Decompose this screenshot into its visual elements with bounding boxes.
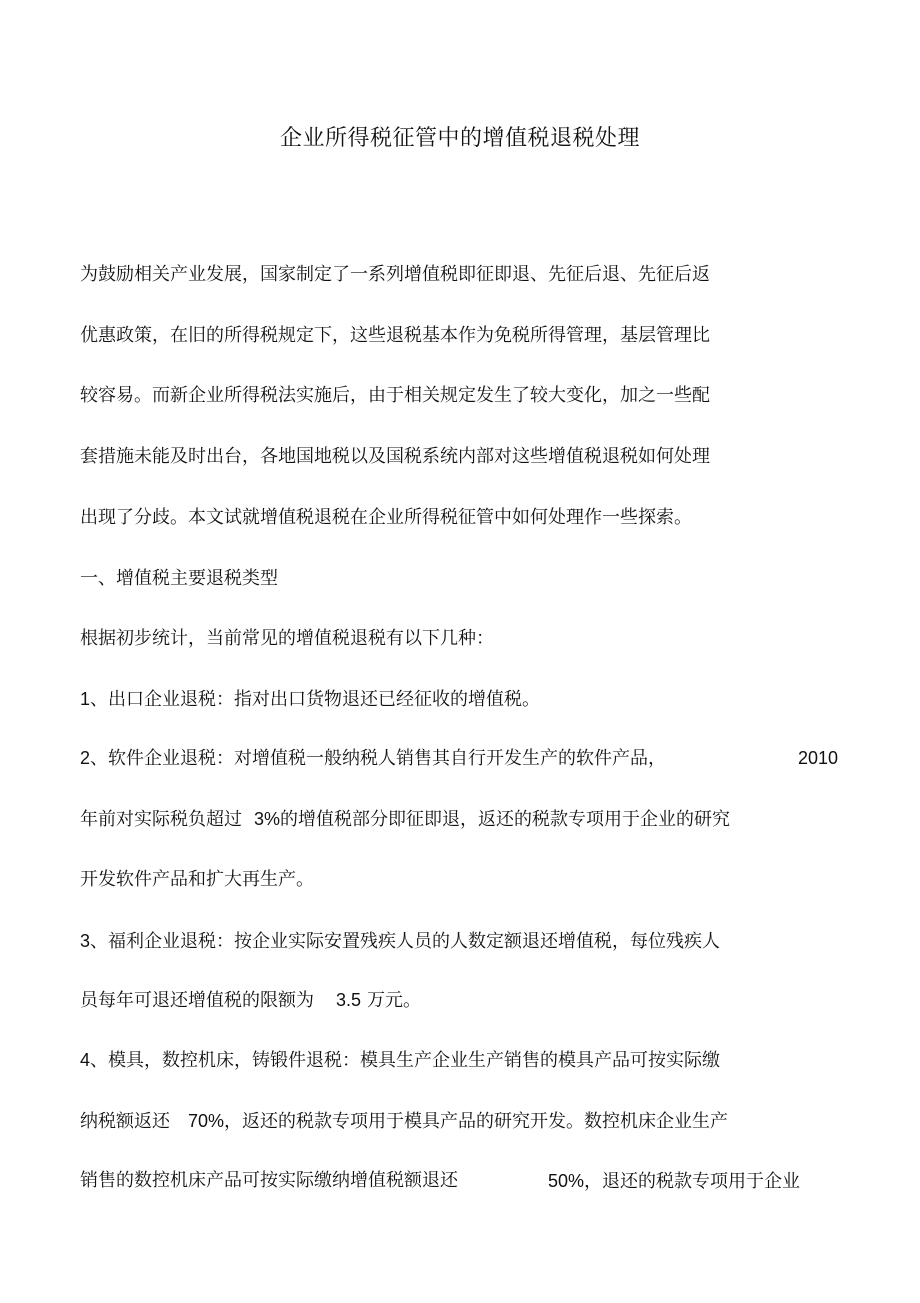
section-lead: 根据初步统计，当前常见的增值税退税有以下几种： [80, 628, 494, 649]
item-text: 年前对实际税负超过 [80, 809, 242, 830]
list-item-2-line-2 [80, 806, 730, 833]
item-text: 、软件企业退税：对增值税一般纳税人销售其自行开发生产的软件产品， [90, 748, 667, 769]
list-item-2-line-3: 开发软件产品和扩大再生产。 [80, 869, 314, 890]
section-heading: 一、增值税主要退税类型 [80, 568, 278, 589]
percent-value: 3% [254, 809, 281, 829]
intro-line-2: 优惠政策，在旧的所得税规定下，这些退税基本作为免税所得管理，基层管理比 [80, 325, 710, 346]
item-number: 1 [80, 689, 91, 709]
amount-value: 3.5 [336, 990, 362, 1010]
item-text: 、出口企业退税：指对出口货物退还已经征收的增值税。 [90, 689, 541, 710]
percent-value: 50% [548, 1171, 585, 1191]
list-item-2-line-1 [80, 745, 666, 772]
item-text: 、福利企业退税：按企业实际安置残疾人员的人数定额退还增值税，每位残疾人 [90, 931, 721, 952]
list-item-4-line-1 [80, 1047, 720, 1074]
list-item-4-line-3: 销售的数控机床产品可按实际缴纳增值税额退还 [80, 1170, 458, 1191]
list-item-3-line-1 [80, 928, 720, 955]
intro-line-5: 出现了分歧。本文试就增值税退税在企业所得税征管中如何处理作一些探索。 [80, 507, 692, 528]
item-text: 员每年可退还增值税的限额为 [80, 990, 314, 1011]
item-text: 万元。 [367, 990, 422, 1011]
intro-line-1: 为鼓励相关产业发展，国家制定了一系列增值税即征即退、先征后退、先征后返 [80, 264, 710, 285]
percent-value: 70% [188, 1111, 225, 1131]
list-item-4-line-3-tail [548, 1168, 800, 1195]
year-value: 2010 [798, 748, 839, 768]
item-text: 、模具，数控机床，铸锻件退税：模具生产企业生产销售的模具产品可按实际缴 [90, 1050, 721, 1071]
item-text: ，退还的税款专项用于企业 [584, 1171, 801, 1192]
list-item-1 [80, 686, 540, 713]
item-text: 纳税额返还 [80, 1111, 170, 1132]
intro-line-4: 套措施未能及时出台，各地国地税以及国税系统内部对这些增值税退税如何处理 [80, 446, 710, 467]
list-item-3-line-2 [80, 987, 421, 1014]
document-title: 企业所得税征管中的增值税退税处理 [279, 126, 640, 151]
intro-line-3: 较容易。而新企业所得税法实施后，由于相关规定发生了较大变化，加之一些配 [80, 385, 710, 406]
item-number: 3 [80, 931, 91, 951]
item-text: ，返还的税款专项用于模具产品的研究开发。数控机床企业生产 [224, 1111, 729, 1132]
item-number: 2 [80, 748, 91, 768]
list-item-4-line-2 [80, 1108, 728, 1135]
item-text: 的增值税部分即征即退，返还的税款专项用于企业的研究 [280, 809, 731, 830]
item-number: 4 [80, 1050, 91, 1070]
